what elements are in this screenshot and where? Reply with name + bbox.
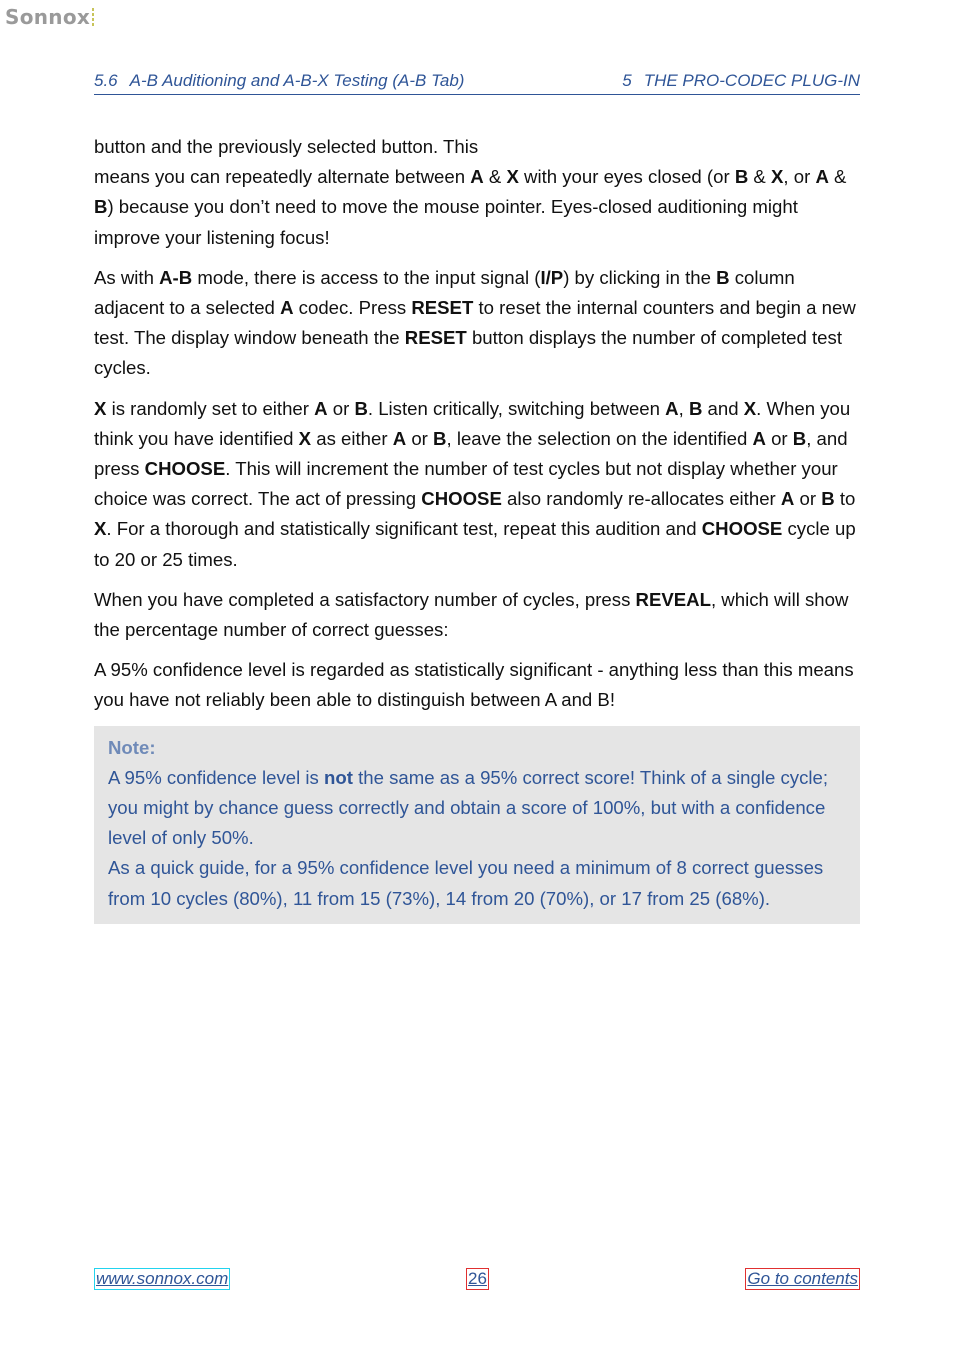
text-run: As with [94, 266, 160, 288]
bold-term: CHOOSE [701, 518, 783, 540]
bold-term: RESET [411, 297, 474, 319]
bold-term: A [665, 397, 679, 419]
text-run: & [828, 166, 847, 188]
bold-term: X [298, 427, 312, 449]
bold-term: A [314, 397, 328, 419]
bold-term: X [94, 518, 107, 540]
text-run: button displays the number of completed test cycles. [94, 327, 842, 379]
chapter-number: 5 [622, 71, 632, 90]
text-run: codec. Press [293, 297, 412, 319]
page-body [94, 132, 860, 924]
website-link[interactable]: www.sonnox.com [96, 1269, 229, 1288]
paragraph-4 [94, 585, 860, 645]
section-number: 5.6 [94, 71, 118, 90]
bold-term: B [688, 397, 703, 419]
note-paragraph-1 [108, 763, 846, 854]
bold-term: X [506, 166, 519, 188]
section-title: A-B Auditioning and A-B-X Testing (A-B Tab) [129, 71, 465, 90]
text-run: button and the previously selected button. This [94, 136, 479, 157]
text-run: , [678, 397, 689, 419]
text-run: as either [311, 427, 393, 449]
text-run: When you have completed a satisfactory number of cycles, press [94, 588, 636, 610]
text-run: . When you think you have identified [94, 397, 851, 449]
paragraph-1 [94, 132, 860, 253]
text-run: is randomly set to either [106, 397, 315, 419]
page-header [94, 70, 860, 95]
bold-term: X [743, 397, 757, 419]
note-paragraph-2: As a quick guide, for a 95% confidence level you need a minimum of 8 correct guesses from 10 cycles (80%), 11 from 15 (73%), 14 from 20 (70%), or 17 from 25 (68%). [108, 857, 824, 909]
bold-term: B [354, 397, 368, 419]
go-to-contents-link[interactable]: Go to contents [747, 1269, 858, 1288]
text-run: or [765, 427, 793, 449]
paragraph-2 [94, 263, 860, 384]
text-run: , which will show the percentage number of correct guesses: [94, 588, 849, 641]
text-run: cycle up to 20 or 25 times. [94, 518, 856, 570]
bold-term: RESET [404, 327, 467, 349]
bold-term: A [470, 166, 484, 188]
text-run: or [406, 427, 434, 449]
text-run: & [483, 166, 507, 188]
header-chapter [622, 71, 860, 91]
bold-term: B [94, 196, 108, 218]
note-box [94, 726, 860, 924]
text-run: also randomly re-allocates either [501, 488, 781, 510]
bold-term: REVEAL [635, 588, 711, 610]
text-run: with your eyes closed (or [518, 166, 735, 188]
bold-term: A [780, 488, 795, 510]
text-run: , or [783, 166, 816, 188]
bold-term: A [815, 166, 829, 188]
sonnox-logo [5, 5, 94, 29]
chapter-title: THE PRO-CODEC PLUG-IN [643, 71, 860, 90]
text-run: column adjacent to a selected [94, 266, 795, 319]
text-run: or [327, 397, 355, 419]
bold-term: CHOOSE [421, 488, 502, 510]
text-run: the same as a 95% correct score! Think of a single cycle; you might by chance guess correctly and obtain a score of 100%, but with a confidence level of only 50%. [108, 766, 829, 849]
bold-term: A [392, 427, 407, 449]
bold-term: I/P [540, 266, 564, 288]
note-title: Note: [108, 736, 156, 758]
text-run: , leave the selection on the identified [446, 427, 753, 449]
bold-term: A-B [159, 266, 193, 288]
text-run: to reset the internal counters and begin a new test. The display window beneath the [94, 297, 856, 349]
bold-term: CHOOSE [144, 458, 226, 480]
text-run: . Listen critically, switching between [367, 397, 666, 419]
text-run: ) by clicking in the [563, 266, 717, 288]
text-run: . For a thorough and statistically significant test, repeat this audition and [106, 518, 702, 540]
bold-term: A [752, 427, 766, 449]
bold-term: B [792, 427, 807, 449]
text-run: . This will increment the number of test cycles but not display whether your choice was correct. The act of pressing [94, 458, 838, 510]
bold-term: B [433, 427, 447, 449]
text-run: A 95% confidence level is [108, 766, 325, 788]
page-number-link[interactable]: 26 [468, 1269, 487, 1288]
bold-term: A [280, 297, 294, 319]
text-run: , and press [94, 427, 848, 480]
text-run: & [748, 166, 771, 188]
paragraph-5: A 95% confidence level is regarded as statistically significant - anything less than this means you have not reliably been able to distinguish between A and B! [94, 659, 854, 711]
bold-term: B [716, 266, 730, 288]
logo-text: Sonnox [5, 5, 91, 29]
bold-term: B [734, 166, 749, 188]
paragraph-3 [94, 394, 860, 575]
bold-term: not [324, 766, 353, 788]
text-run: ) because you don’t need to move the mouse pointer. Eyes-closed auditioning might improve your listening focus! [94, 196, 798, 248]
text-run: and [702, 397, 744, 419]
header-section [94, 71, 464, 91]
text-run: or [794, 488, 822, 510]
bold-term: X [771, 166, 784, 188]
text-run: mode, there is access to the input signal ( [192, 266, 541, 288]
logo-mark-icon [92, 8, 94, 26]
bold-term: X [94, 397, 107, 419]
text-run: means you can repeatedly alternate between [94, 166, 471, 188]
bold-term: B [821, 488, 835, 510]
text-run: to [834, 488, 856, 510]
page-footer [94, 1268, 860, 1294]
